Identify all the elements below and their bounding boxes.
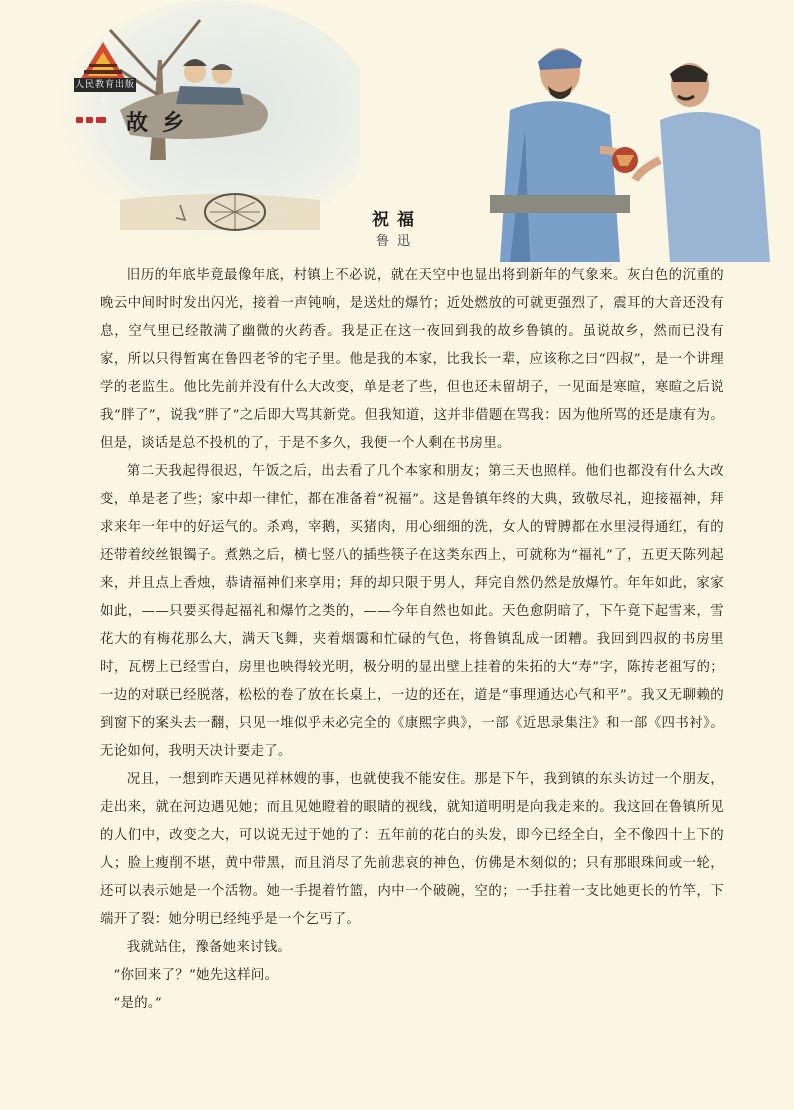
chapter-header	[0, 0, 794, 262]
paragraph: 况且，一想到昨天遇见祥林嫂的事，也就使我不能安住。那是下午，我到镇的东头访过一个朋友，走出来，就在河边遇见她；而且见她瞪着的眼睛的视线，就知道明明是向我走来的。我这回在鲁镇所见的人们中，改变之大，可以说无过于她的了：五年前的花白的头发，即今已经全白，全不像四十上下的人；脸上瘦削不堪，黄中带黑，而且消尽了先前悲哀的神色，仿佛是木刻似的；只有那眼珠间或一轮，还可以表示她是一个活物。她一手提着竹篮，内中一个破碗，空的；一手拄着一支比她更长的竹竿，下端开了裂：她分明已经纯乎是一个乞丐了。	[100, 772, 724, 927]
paragraph: 我就站住，豫备她来讨钱。	[126, 940, 292, 955]
two-men-illustration	[430, 0, 794, 262]
story-title: 祝福	[372, 210, 422, 230]
story-body	[100, 262, 724, 1018]
author-name: 鲁迅	[376, 234, 419, 249]
paragraph: 第二天我起得很迟，午饭之后，出去看了几个本家和朋友；第三天也照样。他们也都没有什么大改变，单是老了些；家中却一律忙，都在准备着“祝福”。这是鲁镇年终的大典，致敬尽礼，迎接福神，拜求来年一年中的好运气的。杀鸡，宰鹅，买猪肉，用心细细的洗，女人的臂膊都在水里浸得通红，有的还带着绞丝银镯子。煮熟之后，横七竖八的插些筷子在这类东西上，可就称为“福礼”了，五更天陈列起来，并且点上香烛，恭请福神们来享用；拜的却只限于男人，拜完自然仍然是放爆竹。年年如此，家家如此，——只要买得起福礼和爆竹之类的，——今年自然也如此。天色愈阴暗了，下午竟下起雪来，雪花大的有梅花那么大，满天飞舞，夹着烟霭和忙碌的气色，将鲁镇乱成一团糟。我回到四叔的书房里时，瓦楞上已经雪白，房里也映得较光明，极分明的显出壁上挂着的朱拓的大“寿”字，陈抟老祖写的；一边的对联已经脱落，松松的卷了放在长桌上，一边的还在，道是“事理通达心气和平”。我又无聊赖的到窗下的案头去一翻，只见一堆似乎未必完全的《康熙字典》，一部《近思录集注》和一部《四书衬》。无论如何，我明天决计要走了。	[100, 464, 724, 759]
paragraph: 旧历的年底毕竟最像年底，村镇上不必说，就在天空中也显出将到新年的气象来。灰白色的沉重的晚云中间时时发出闪光，接着一声钝响，是送灶的爆竹；近处燃放的可就更强烈了，震耳的大音还没有息，空气里已经散满了幽微的火药香。我是正在这一夜回到我的故乡鲁镇的。虽说故乡，然而已没有家，所以只得暂寓在鲁四老爷的宅子里。他是我的本家，比我长一辈，应该称之曰“四叔”，是一个讲理学的老监生。他比先前并没有什么大改变，单是老了些，但也还未留胡子，一见面是寒暄，寒暄之后说我“胖了”，说我“胖了”之后即大骂其新党。但我知道，这并非借题在骂我：因为他所骂的还是康有为。但是，谈话是总不投机的了，于是不多久，我便一个人剩在书房里。	[100, 268, 724, 451]
section-marker	[76, 117, 106, 123]
section-title: 故乡	[126, 110, 199, 136]
dialog-line: “是的。”	[113, 996, 163, 1011]
publisher-logo-text: 人民教育出版社	[74, 80, 135, 104]
dialog-line: “你回来了？”她先这样问。	[113, 968, 279, 983]
